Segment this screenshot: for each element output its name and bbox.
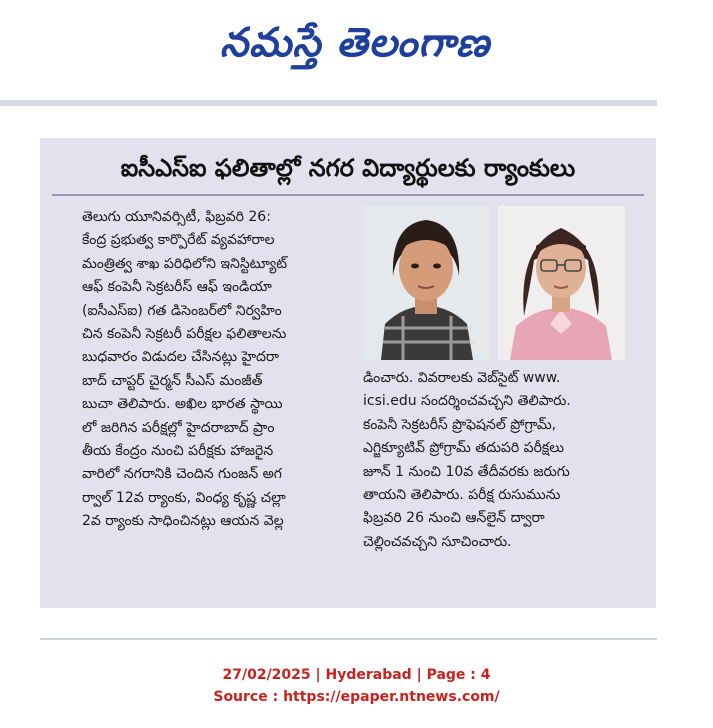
student-photo-2 (498, 206, 625, 360)
article-headline: ఐసీఎస్ఐ ఫలితాల్లో నగర విద్యార్థులకు ర్యాంకులు (120, 154, 576, 182)
headline-divider (52, 194, 644, 196)
masthead (0, 0, 713, 95)
article-body-right-column: డించారు. వివరాలకు వెబ్‌సైట్ www. icsi.edu సందర్శించవచ్చని తెలిపారు. కంపెనీ సెక్రటరీస్ ప్రొఫెషనల్ ప్రోగ్రామ్, ఎగ్జిక్యూటివ్ ప్రోగ్రామ్ తదుపరి పరీక్షలు జూన్ 1 నుంచి 10వ తేదీవరకు జరుగు తాయని తెలిపారు. పరీక్ష రుసుమును ఫిబ్రవరి 26 నుంచి ఆన్‌లైన్ ద్వారా చెల్లించవచ్చని సూచించారు. (363, 370, 571, 550)
article-clipping (40, 138, 656, 608)
footer (0, 664, 713, 708)
bottom-divider (40, 638, 657, 640)
student-photo-1 (363, 206, 490, 360)
student-photo-1-image (363, 206, 490, 360)
footer-source: Source : https://epaper.ntnews.com/ (213, 689, 500, 705)
masthead-title: నమస్తే తెలంగాణ (219, 20, 491, 66)
article-body-left-column: తెలుగు యూనివర్సిటీ, ఫిబ్రవరి 26: కేంద్ర ప్రభుత్వ కార్పొరేట్ వ్యవహారాల మంత్రిత్వ శాఖ పరిధిలోని ఇనిస్టిట్యూట్ ఆఫ్ కంపెనీ సెక్రటరీస్ ఆఫ్ ఇండియా (ఐసీఎస్ఐ) గత డిసెంబర్‌లో నిర్వహిం చిన కంపెనీ సెక్రటరీ పరీక్షల ఫలితాలను బుధవారం విడుదల చేసినట్లు హైదరా బాద్ చాప్టర్ చైర్మన్ సీఎస్ మంజీత్ బుచా తెలిపారు. అఖిల భారత స్థాయి లో జరిగిన పరీక్షల్లో హైదరాబాద్ ప్రాం తీయ కేంద్రం నుంచి పరీక్షకు హాజరైన వారిలో నగరానికి చెందిన గుంజన్ అగ ర్వాల్ 12వ ర్యాంకు, వింధ్య కృష్ణ చల్లా 2వ ర్యాంకు సాధించినట్లు ఆయన వెల్ల (82, 209, 288, 530)
top-divider (0, 100, 657, 106)
footer-date-edition: 27/02/2025 | Hyderabad | Page : 4 (222, 667, 491, 683)
student-photo-2-image (498, 206, 625, 360)
